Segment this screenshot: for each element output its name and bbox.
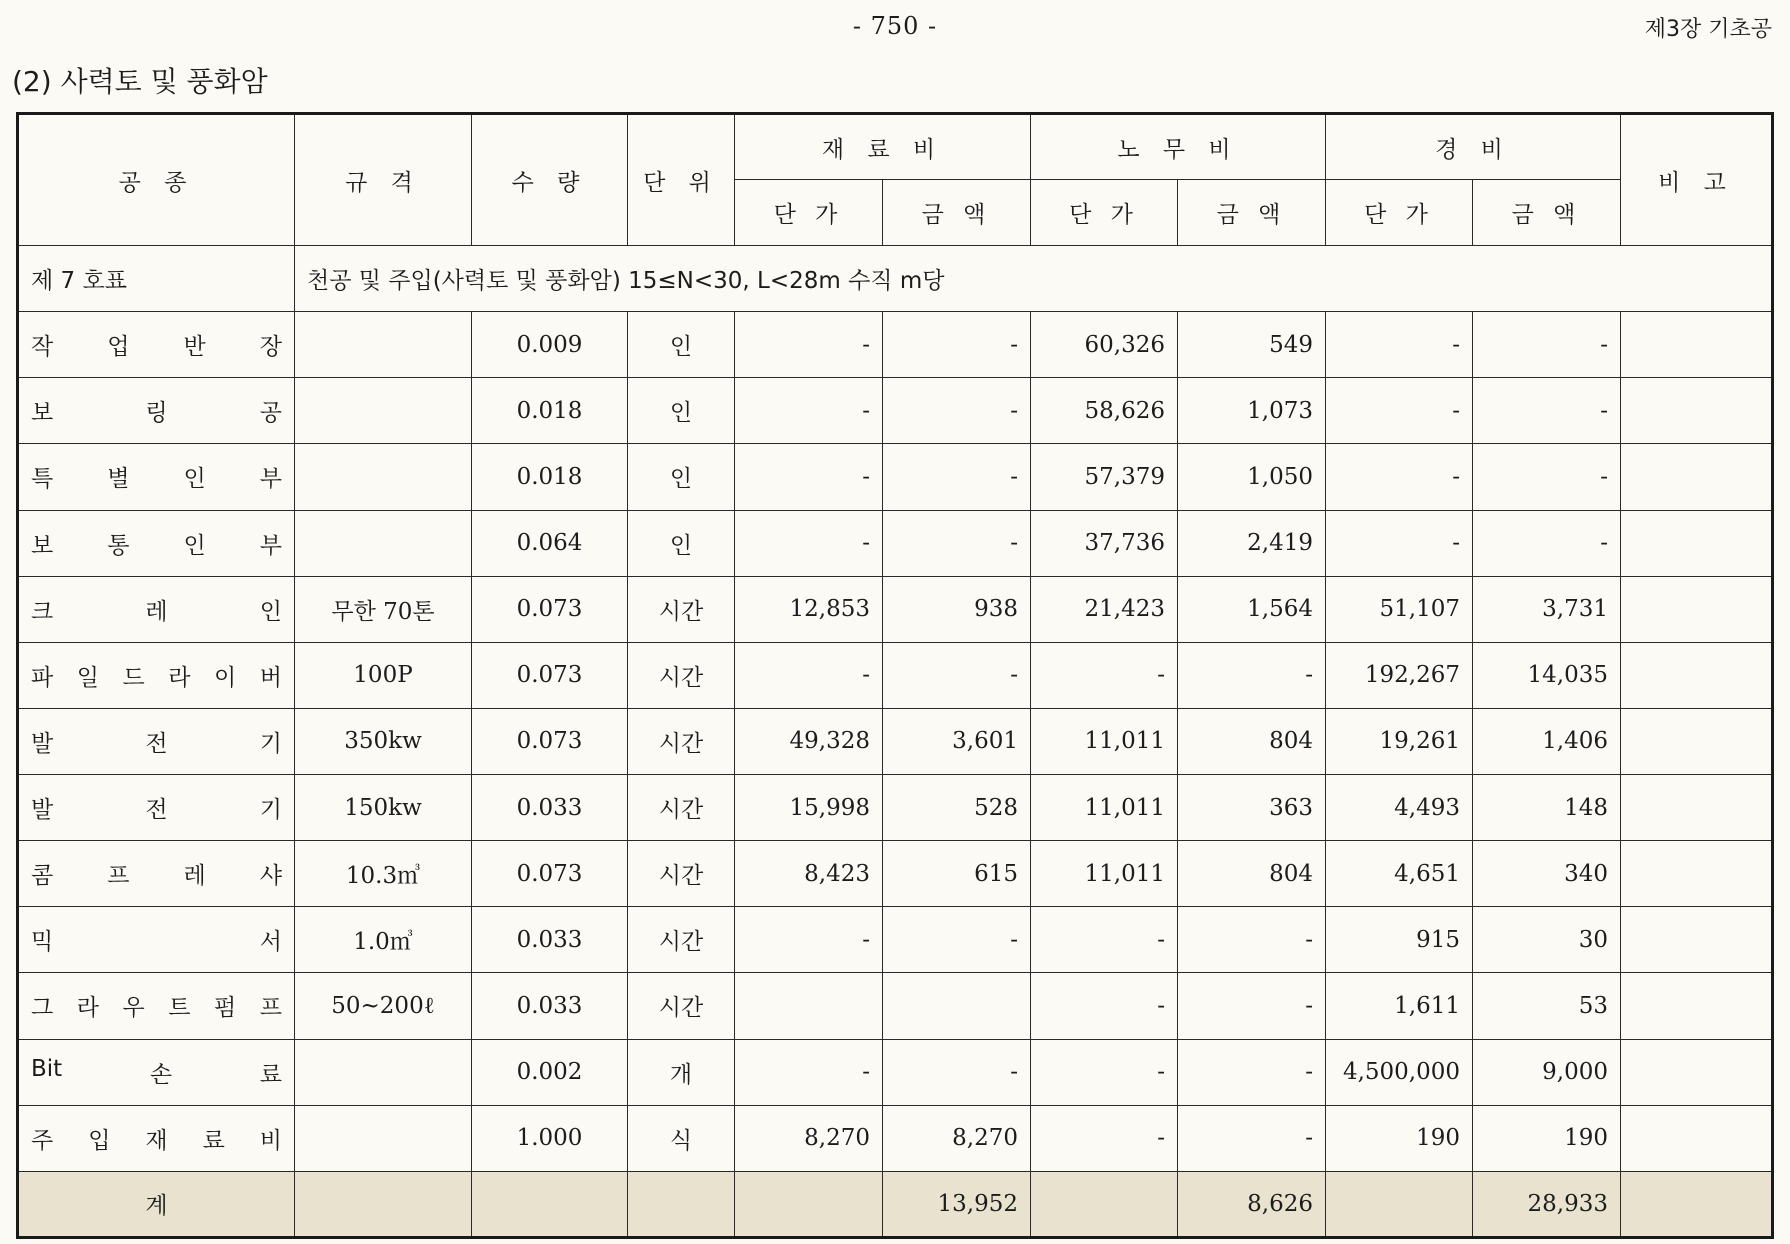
total-unit xyxy=(628,1171,735,1237)
material-amount-cell: - xyxy=(883,1039,1031,1105)
unit-cell: 시간 xyxy=(628,708,735,774)
remark-cell xyxy=(1621,444,1773,510)
table-row xyxy=(18,841,1773,907)
col-material-amount: 금 액 xyxy=(883,180,1031,246)
labor-amount-cell: 1,564 xyxy=(1178,576,1326,642)
total-labor-amount: 8,626 xyxy=(1178,1171,1326,1237)
unit-cell: 개 xyxy=(628,1039,735,1105)
material-amount-cell: 8,270 xyxy=(883,1105,1031,1171)
total-material-amount: 13,952 xyxy=(883,1171,1031,1237)
code-row xyxy=(18,246,1773,312)
work-type-cell xyxy=(18,708,295,774)
expense-amount-cell: - xyxy=(1473,510,1621,576)
labor-amount-cell: 804 xyxy=(1178,708,1326,774)
quantity-cell: 0.009 xyxy=(472,312,628,378)
spec-cell: 50~200ℓ xyxy=(295,973,472,1039)
material-unit-price-cell: 8,423 xyxy=(735,841,883,907)
col-spec: 규 격 xyxy=(295,114,472,246)
expense-unit-price-cell: 51,107 xyxy=(1326,576,1473,642)
expense-amount-cell: 14,035 xyxy=(1473,642,1621,708)
code-label: 제 7 호표 xyxy=(18,246,295,312)
unit-cell: 식 xyxy=(628,1105,735,1171)
material-amount-cell: - xyxy=(883,907,1031,973)
work-type-cell xyxy=(18,576,295,642)
material-amount-cell xyxy=(883,973,1031,1039)
total-qty xyxy=(472,1171,628,1237)
table-row xyxy=(18,312,1773,378)
labor-amount-cell: 804 xyxy=(1178,841,1326,907)
work-type-cell xyxy=(18,444,295,510)
col-expense-amount: 금 액 xyxy=(1473,180,1621,246)
expense-unit-price-cell: 915 xyxy=(1326,907,1473,973)
expense-unit-price-cell: 1,611 xyxy=(1326,973,1473,1039)
material-unit-price-cell: - xyxy=(735,510,883,576)
work-type-label: 특 별 인 부 xyxy=(31,466,282,493)
spec-cell xyxy=(295,444,472,510)
spec-cell xyxy=(295,1105,472,1171)
unit-cell: 인 xyxy=(628,378,735,444)
expense-amount-cell: 148 xyxy=(1473,775,1621,841)
col-material: 재 료 비 xyxy=(735,114,1031,180)
material-amount-cell: - xyxy=(883,510,1031,576)
expense-unit-price-cell: 19,261 xyxy=(1326,708,1473,774)
table-row xyxy=(18,973,1773,1039)
expense-amount-cell: 9,000 xyxy=(1473,1039,1621,1105)
spec-cell: 100P xyxy=(295,642,472,708)
work-type-cell xyxy=(18,1105,295,1171)
expense-unit-price-cell: 4,493 xyxy=(1326,775,1473,841)
remark-cell xyxy=(1621,1039,1773,1105)
work-type-label: 보 링 공 xyxy=(31,400,282,427)
unit-cell: 인 xyxy=(628,510,735,576)
table-row xyxy=(18,1105,1773,1171)
labor-unit-price-cell: 60,326 xyxy=(1031,312,1178,378)
spec-cell xyxy=(295,1039,472,1105)
col-labor: 노 무 비 xyxy=(1031,114,1326,180)
material-unit-price-cell: - xyxy=(735,642,883,708)
work-type-cell xyxy=(18,312,295,378)
work-type-label: 작 업 반 장 xyxy=(31,334,282,361)
labor-amount-cell: 1,073 xyxy=(1178,378,1326,444)
quantity-cell: 0.002 xyxy=(472,1039,628,1105)
table-row xyxy=(18,907,1773,973)
expense-amount-cell: - xyxy=(1473,444,1621,510)
col-work-type: 공 종 xyxy=(18,114,295,246)
cost-table xyxy=(16,112,1774,1239)
total-labor-unit-price xyxy=(1031,1171,1178,1237)
total-label: 계 xyxy=(18,1171,295,1237)
expense-unit-price-cell: 4,651 xyxy=(1326,841,1473,907)
table-row xyxy=(18,1039,1773,1105)
table-row xyxy=(18,378,1773,444)
labor-amount-cell: - xyxy=(1178,1105,1326,1171)
labor-amount-cell: 549 xyxy=(1178,312,1326,378)
quantity-cell: 0.073 xyxy=(472,708,628,774)
expense-unit-price-cell: 190 xyxy=(1326,1105,1473,1171)
expense-unit-price-cell: - xyxy=(1326,312,1473,378)
labor-unit-price-cell: 11,011 xyxy=(1031,775,1178,841)
section-title: (2) 사력토 및 풍화암 xyxy=(12,65,268,98)
material-unit-price-cell: - xyxy=(735,444,883,510)
quantity-cell: 0.073 xyxy=(472,642,628,708)
labor-amount-cell: 1,050 xyxy=(1178,444,1326,510)
work-type-cell xyxy=(18,510,295,576)
quantity-cell: 0.018 xyxy=(472,378,628,444)
expense-unit-price-cell: - xyxy=(1326,444,1473,510)
material-amount-cell: 615 xyxy=(883,841,1031,907)
expense-amount-cell: - xyxy=(1473,378,1621,444)
table-row xyxy=(18,444,1773,510)
work-type-label: 발 전 기 xyxy=(31,730,282,757)
expense-amount-cell: 3,731 xyxy=(1473,576,1621,642)
unit-cell: 시간 xyxy=(628,841,735,907)
unit-cell: 인 xyxy=(628,444,735,510)
col-material-unit-price: 단 가 xyxy=(735,180,883,246)
labor-unit-price-cell: - xyxy=(1031,1039,1178,1105)
col-unit: 단 위 xyxy=(628,114,735,246)
remark-cell xyxy=(1621,973,1773,1039)
material-unit-price-cell: - xyxy=(735,378,883,444)
header-row-top xyxy=(18,114,1773,180)
quantity-cell: 0.033 xyxy=(472,973,628,1039)
labor-amount-cell: 2,419 xyxy=(1178,510,1326,576)
remark-cell xyxy=(1621,312,1773,378)
table-row xyxy=(18,775,1773,841)
col-remarks: 비 고 xyxy=(1621,114,1773,246)
col-expense: 경 비 xyxy=(1326,114,1621,180)
unit-cell: 시간 xyxy=(628,775,735,841)
labor-unit-price-cell: - xyxy=(1031,1105,1178,1171)
labor-amount-cell: - xyxy=(1178,642,1326,708)
spec-cell: 10.3㎥ xyxy=(295,841,472,907)
labor-unit-price-cell: 57,379 xyxy=(1031,444,1178,510)
unit-cell: 시간 xyxy=(628,576,735,642)
labor-unit-price-cell: 37,736 xyxy=(1031,510,1178,576)
work-type-label: 주 입 재 료 비 xyxy=(31,1127,282,1154)
col-labor-unit-price: 단 가 xyxy=(1031,180,1178,246)
remark-cell xyxy=(1621,775,1773,841)
table-row xyxy=(18,708,1773,774)
work-type-label: Bit 손 료 xyxy=(31,1055,282,1088)
quantity-cell: 0.018 xyxy=(472,444,628,510)
labor-amount-cell: 363 xyxy=(1178,775,1326,841)
remark-cell xyxy=(1621,576,1773,642)
material-unit-price-cell: 12,853 xyxy=(735,576,883,642)
work-type-label: 콤 프 레 샤 xyxy=(31,863,282,890)
spec-cell xyxy=(295,510,472,576)
quantity-cell: 0.073 xyxy=(472,841,628,907)
work-type-label: 그 라 우 트 펌 프 xyxy=(31,995,282,1022)
quantity-cell: 0.033 xyxy=(472,907,628,973)
work-type-label: 크 레 인 xyxy=(31,598,282,625)
col-labor-amount: 금 액 xyxy=(1178,180,1326,246)
labor-unit-price-cell: - xyxy=(1031,907,1178,973)
labor-unit-price-cell: 21,423 xyxy=(1031,576,1178,642)
work-type-label: 믹 서 xyxy=(31,929,282,956)
material-amount-cell: 938 xyxy=(883,576,1031,642)
material-unit-price-cell: - xyxy=(735,907,883,973)
unit-cell: 시간 xyxy=(628,973,735,1039)
remark-cell xyxy=(1621,708,1773,774)
expense-amount-cell: 340 xyxy=(1473,841,1621,907)
total-expense-amount: 28,933 xyxy=(1473,1171,1621,1237)
labor-unit-price-cell: - xyxy=(1031,973,1178,1039)
expense-amount-cell: 190 xyxy=(1473,1105,1621,1171)
material-unit-price-cell: 15,998 xyxy=(735,775,883,841)
col-quantity: 수 량 xyxy=(472,114,628,246)
work-type-label: 발 전 기 xyxy=(31,797,282,824)
material-amount-cell: - xyxy=(883,642,1031,708)
labor-amount-cell: - xyxy=(1178,907,1326,973)
code-description: 천공 및 주입(사력토 및 풍화암) 15≤N<30, L<28m 수직 m당 xyxy=(295,246,1773,312)
table-row xyxy=(18,576,1773,642)
quantity-cell: 0.073 xyxy=(472,576,628,642)
material-unit-price-cell: 49,328 xyxy=(735,708,883,774)
material-amount-cell: 3,601 xyxy=(883,708,1031,774)
labor-amount-cell: - xyxy=(1178,973,1326,1039)
quantity-cell: 0.033 xyxy=(472,775,628,841)
spec-cell xyxy=(295,312,472,378)
labor-amount-cell: - xyxy=(1178,1039,1326,1105)
spec-cell xyxy=(295,378,472,444)
expense-amount-cell: 30 xyxy=(1473,907,1621,973)
material-amount-cell: - xyxy=(883,444,1031,510)
labor-unit-price-cell: 11,011 xyxy=(1031,708,1178,774)
unit-cell: 인 xyxy=(628,312,735,378)
work-type-cell xyxy=(18,841,295,907)
total-material-unit-price xyxy=(735,1171,883,1237)
expense-unit-price-cell: - xyxy=(1326,378,1473,444)
unit-cell: 시간 xyxy=(628,907,735,973)
work-type-cell xyxy=(18,378,295,444)
remark-cell xyxy=(1621,1105,1773,1171)
unit-cell: 시간 xyxy=(628,642,735,708)
work-type-cell xyxy=(18,775,295,841)
spec-cell: 1.0㎥ xyxy=(295,907,472,973)
labor-unit-price-cell: - xyxy=(1031,642,1178,708)
material-unit-price-cell xyxy=(735,973,883,1039)
expense-unit-price-cell: - xyxy=(1326,510,1473,576)
work-type-label: 파 일 드 라 이 버 xyxy=(31,664,282,691)
spec-cell: 350kw xyxy=(295,708,472,774)
expense-amount-cell: 53 xyxy=(1473,973,1621,1039)
remark-cell xyxy=(1621,841,1773,907)
material-amount-cell: - xyxy=(883,378,1031,444)
material-unit-price-cell: - xyxy=(735,1039,883,1105)
labor-unit-price-cell: 58,626 xyxy=(1031,378,1178,444)
remark-cell xyxy=(1621,510,1773,576)
work-type-cell xyxy=(18,907,295,973)
total-remark xyxy=(1621,1171,1773,1237)
labor-unit-price-cell: 11,011 xyxy=(1031,841,1178,907)
material-amount-cell: - xyxy=(883,312,1031,378)
remark-cell xyxy=(1621,907,1773,973)
quantity-cell: 1.000 xyxy=(472,1105,628,1171)
quantity-cell: 0.064 xyxy=(472,510,628,576)
work-type-cell xyxy=(18,973,295,1039)
material-unit-price-cell: - xyxy=(735,312,883,378)
expense-unit-price-cell: 4,500,000 xyxy=(1326,1039,1473,1105)
work-type-cell xyxy=(18,642,295,708)
page-number: - 750 - xyxy=(852,12,938,40)
total-spec xyxy=(295,1171,472,1237)
work-type-label: 보 통 인 부 xyxy=(31,532,282,559)
spec-cell: 150kw xyxy=(295,775,472,841)
material-unit-price-cell: 8,270 xyxy=(735,1105,883,1171)
material-amount-cell: 528 xyxy=(883,775,1031,841)
total-row xyxy=(18,1171,1773,1237)
total-expense-unit-price xyxy=(1326,1171,1473,1237)
remark-cell xyxy=(1621,378,1773,444)
spec-cell: 무한 70톤 xyxy=(295,576,472,642)
chapter-label: 제3장 기초공 xyxy=(1644,17,1772,42)
table-row xyxy=(18,642,1773,708)
expense-amount-cell: - xyxy=(1473,312,1621,378)
col-expense-unit-price: 단 가 xyxy=(1326,180,1473,246)
expense-unit-price-cell: 192,267 xyxy=(1326,642,1473,708)
work-type-cell xyxy=(18,1039,295,1105)
expense-amount-cell: 1,406 xyxy=(1473,708,1621,774)
remark-cell xyxy=(1621,642,1773,708)
table-row xyxy=(18,510,1773,576)
